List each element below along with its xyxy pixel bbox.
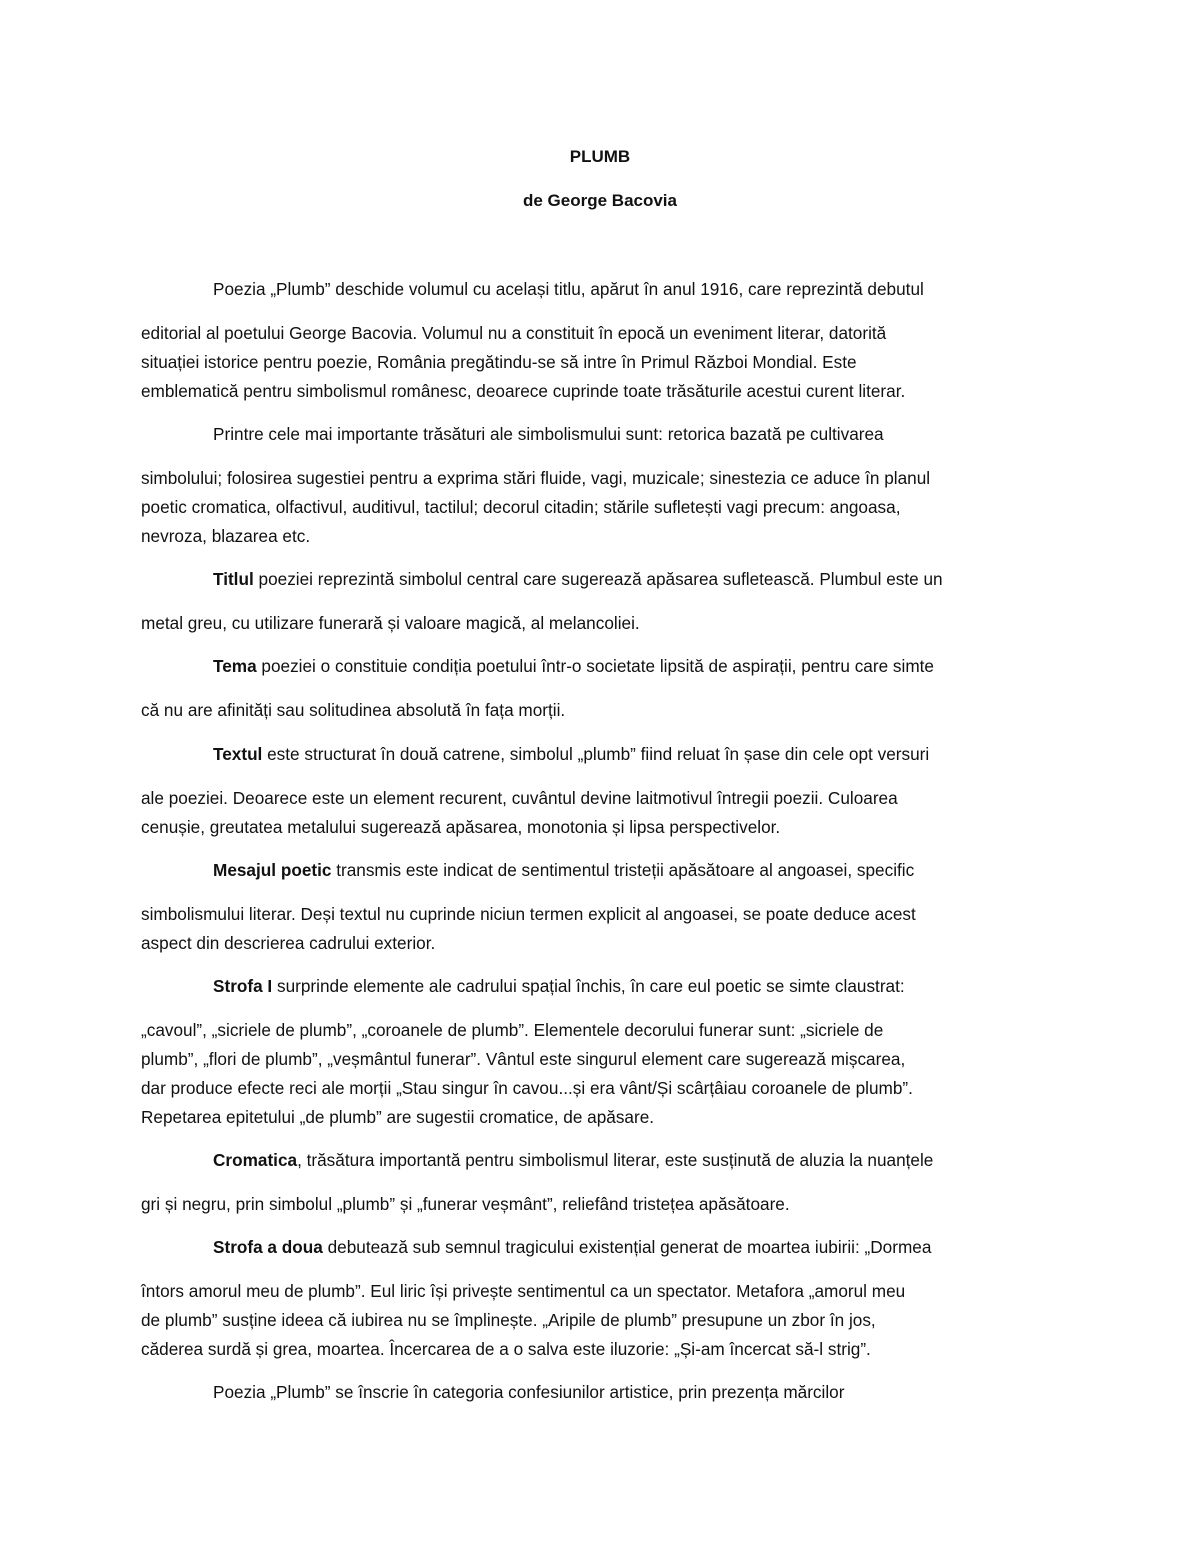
- paragraph-line: [141, 784, 1071, 813]
- line-text: dar produce efecte reci ale morții „Stau singur în cavou...și era vânt/Și scârțâiau coroanele de plumb”.: [141, 1078, 913, 1098]
- line-text: „cavoul”, „sicriele de plumb”, „coroanele de plumb”. Elementele decorului funerar sunt: „sicriele de: [141, 1020, 884, 1040]
- paragraph: [141, 652, 1071, 725]
- document-author: de George Bacovia: [522, 191, 677, 210]
- line-text: căderea surdă și grea, moartea. Încercarea de a o salva este iluzorie: „Și-am încercat să-l strig”.: [141, 1339, 871, 1359]
- paragraph-lead: Strofa a doua: [213, 1237, 323, 1257]
- paragraph-line: [141, 1016, 1071, 1045]
- paragraph: [141, 1378, 1071, 1422]
- line-text: Repetarea epitetului „de plumb” are sugestii cromatice, de apăsare.: [141, 1107, 655, 1127]
- paragraph: [141, 856, 1071, 958]
- line-text: debutează sub semnul tragicului existențial generat de moartea iubirii: „Dormea: [322, 1237, 932, 1257]
- paragraph-line: [141, 813, 1071, 842]
- paragraph-line: [141, 377, 1071, 406]
- paragraph-lead: Tema: [213, 656, 257, 676]
- line-text: de plumb” susține ideea că iubirea nu se împlinește. „Aripile de plumb” presupune un zbor în jos,: [141, 1310, 876, 1330]
- line-text: editorial al poetului George Bacovia. Volumul nu a constituit în epocă un eveniment literar, datorită: [141, 323, 887, 343]
- line-text: gri și negru, prin simbolul „plumb” și „funerar veșmânt”, reliefând tristețea apăsătoare.: [141, 1194, 790, 1214]
- paragraph-line: [141, 348, 1071, 377]
- paragraph-first-line: [141, 1378, 1071, 1407]
- paragraph-line: [141, 493, 1071, 522]
- line-text: Poezia „Plumb” deschide volumul cu același titlu, apărut în anul 1916, care reprezintă debutul: [213, 279, 924, 299]
- line-text: simbolului; folosirea sugestiei pentru a exprima stări fluide, vagi, muzicale; sinestezia ce aduce în planul: [141, 468, 931, 488]
- paragraph-line: [141, 464, 1071, 493]
- paragraph-first-line: [141, 972, 1071, 1001]
- line-text: poeziei reprezintă simbolul central care sugerează apăsarea sufletească. Plumbul este un: [253, 569, 943, 589]
- line-text: Poezia „Plumb” se înscrie în categoria confesiunilor artistice, prin prezența mărcilor: [213, 1382, 845, 1402]
- line-text: aspect din descrierea cadrului exterior.: [141, 933, 436, 953]
- paragraph: [141, 972, 1071, 1132]
- paragraph-line: [141, 1190, 1071, 1219]
- paragraph-lead: Strofa I: [213, 976, 273, 996]
- paragraph-lead: Textul: [213, 744, 263, 764]
- line-text: surprinde elemente ale cadrului spațial închis, în care eul poetic se simte claustrat:: [272, 976, 905, 996]
- paragraph-line: [141, 1335, 1071, 1364]
- line-text: nevroza, blazarea etc.: [141, 526, 311, 546]
- paragraph-first-line: [141, 652, 1071, 681]
- paragraph-first-line: [141, 1146, 1071, 1175]
- line-text: simbolismului literar. Deși textul nu cuprinde niciun termen explicit al angoasei, se poate deduce acest: [141, 904, 916, 924]
- line-text: că nu are afinități sau solitudinea absolută în fața morții.: [141, 700, 566, 720]
- paragraph-line: [141, 1074, 1071, 1103]
- paragraph-line: [141, 522, 1071, 551]
- paragraph-first-line: [141, 856, 1071, 885]
- paragraph: [141, 275, 1071, 406]
- paragraph-line: [141, 1306, 1071, 1335]
- line-text: poeziei o constituie condiția poetului într-o societate lipsită de aspirații, pentru care simte: [256, 656, 934, 676]
- paragraph: [141, 420, 1071, 551]
- paragraph-lead: Mesajul poetic: [213, 860, 332, 880]
- paragraph-line: [141, 1103, 1071, 1132]
- line-text: întors amorul meu de plumb”. Eul liric își privește sentimentul ca un spectator. Metafora „amorul meu: [141, 1281, 906, 1301]
- line-text: , trăsătura importantă pentru simbolismul literar, este susținută de aluzia la nuanțele: [297, 1150, 934, 1170]
- paragraph-line: [141, 696, 1071, 725]
- line-text: emblematică pentru simbolismul românesc, deoarece cuprinde toate trăsăturile acestui curent literar.: [141, 381, 906, 401]
- document-title: PLUMB: [569, 147, 631, 166]
- paragraph-line: [141, 1045, 1071, 1074]
- paragraph: [141, 565, 1071, 638]
- paragraph-first-line: [141, 740, 1071, 769]
- line-text: ale poeziei. Deoarece este un element recurent, cuvântul devine laitmotivul întregii poezii. Culoarea: [141, 788, 898, 808]
- line-text: poetic cromatica, olfactivul, auditivul, tactilul; decorul citadin; stările sufletești vagi precum: angoasa,: [141, 497, 901, 517]
- paragraph-line: [141, 900, 1071, 929]
- line-text: plumb”, „flori de plumb”, „veșmântul funerar”. Vântul este singurul element care sugerează mișcarea,: [141, 1049, 906, 1069]
- line-text: transmis este indicat de sentimentul tristeții apăsătoare al angoasei, specific: [331, 860, 915, 880]
- paragraph-line: [141, 929, 1071, 958]
- paragraph-first-line: [141, 275, 1071, 304]
- paragraph-first-line: [141, 420, 1071, 449]
- line-text: situației istorice pentru poezie, România pregătindu-se să intre în Primul Război Mondial. Este: [141, 352, 857, 372]
- paragraph-first-line: [141, 565, 1071, 594]
- paragraph-line: [141, 319, 1071, 348]
- paragraph-lead: Titlul: [213, 569, 254, 589]
- paragraph-line: [141, 609, 1071, 638]
- paragraph-first-line: [141, 1233, 1071, 1262]
- paragraph: [141, 1233, 1071, 1364]
- paragraph: [141, 740, 1071, 842]
- line-text: este structurat în două catrene, simbolul „plumb” fiind reluat în șase din cele opt versuri: [262, 744, 930, 764]
- line-text: cenușie, greutatea metalului sugerează apăsarea, monotonia și lipsa perspectivelor.: [141, 817, 781, 837]
- paragraph-line: [141, 1277, 1071, 1306]
- line-text: Printre cele mai importante trăsături ale simbolismului sunt: retorica bazată pe cultivarea: [213, 424, 884, 444]
- paragraph: [141, 1146, 1071, 1219]
- paragraph-lead: Cromatica: [213, 1150, 298, 1170]
- line-text: metal greu, cu utilizare funerară și valoare magică, al melancoliei.: [141, 613, 640, 633]
